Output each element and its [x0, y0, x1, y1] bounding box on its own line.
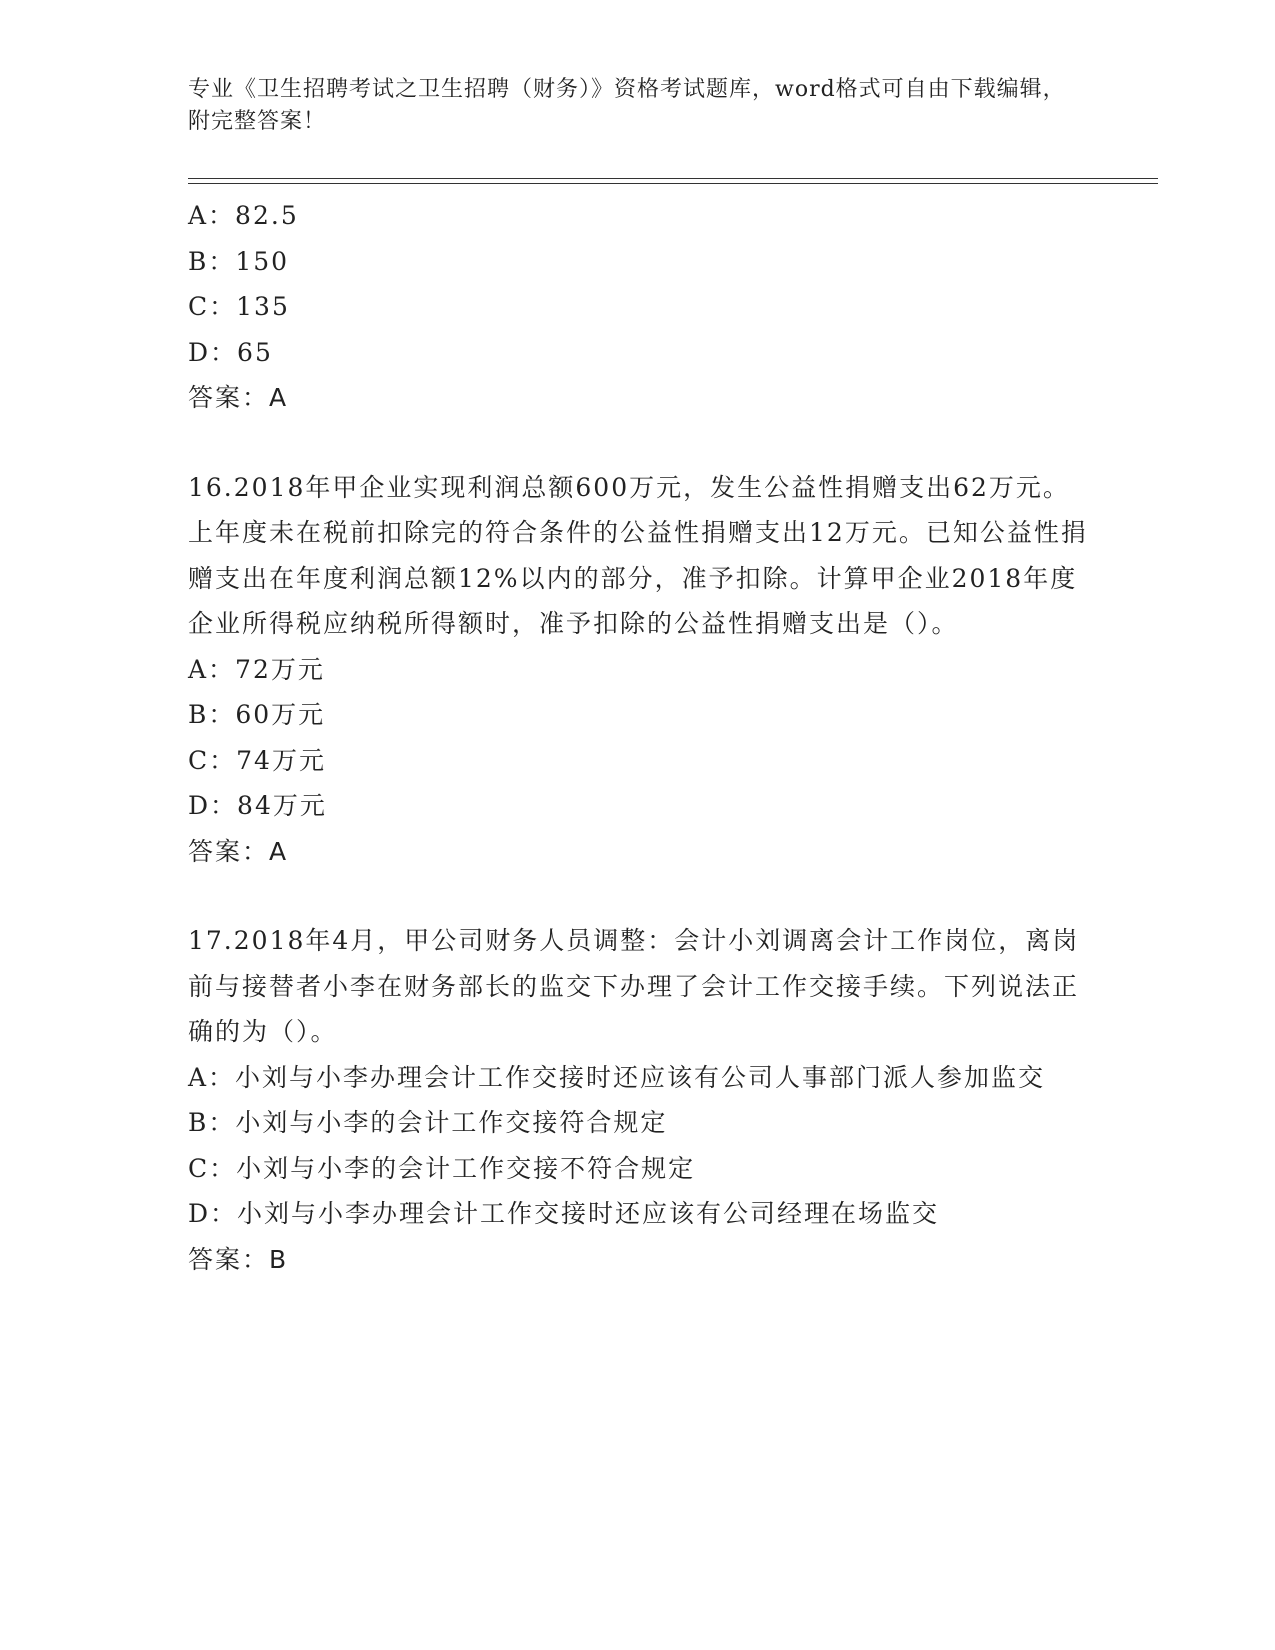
q15-option-b: B：150 — [188, 246, 290, 276]
q16-answer: 答案：A — [188, 836, 289, 866]
q17-answer: 答案：B — [188, 1244, 289, 1274]
header-divider-top — [188, 178, 1158, 179]
question-content — [188, 193, 1088, 1282]
q16-option-b: B：60万元 — [188, 700, 326, 729]
q16-question-text: 16.2018年甲企业实现利润总额600万元，发生公益性捐赠支出62万元。上年度未在税前扣除完的符合条件的公益性捐赠支出12万元。已知公益性捐赠支出在年度利润总额12%以内的部分，准予扣除。计算甲企业2018年度企业所得税应纳税所得额时，准予扣除的公益性捐赠支出是（）。 — [188, 472, 1088, 638]
q17-option-d: D：小刘与小李办理会计工作交接时还应该有公司经理在场监交 — [188, 1199, 940, 1228]
question-16-block — [188, 465, 1088, 875]
q15-answer: 答案：A — [188, 383, 289, 412]
q17-option-c: C：小刘与小李的会计工作交接不符合规定 — [188, 1153, 696, 1183]
q16-option-a: A：72万元 — [188, 654, 325, 684]
header-divider-bottom — [188, 183, 1158, 184]
q15-option-a: A：82.5 — [188, 201, 299, 230]
q16-option-d: D：84万元 — [188, 791, 327, 820]
q17-option-a: A：小刘与小李办理会计工作交接时还应该有公司人事部门派人参加监交 — [188, 1062, 1046, 1092]
q17-option-b: B：小刘与小李的会计工作交接符合规定 — [188, 1108, 668, 1137]
q17-question-text: 17.2018年4月，甲公司财务人员调整：会计小刘调离会计工作岗位，离岗前与接替者小李在财务部长的监交下办理了会计工作交接手续。下列说法正确的为（）。 — [188, 926, 1080, 1046]
q15-option-c: C：135 — [188, 292, 290, 321]
question-15-block — [188, 193, 1088, 421]
q16-option-c: C：74万元 — [188, 745, 326, 775]
q15-option-d: D：65 — [188, 337, 273, 367]
document-header: 专业《卫生招聘考试之卫生招聘（财务）》资格考试题库，word格式可自由下载编辑，附完整答案！ — [188, 77, 1066, 134]
question-17-block — [188, 918, 1088, 1282]
